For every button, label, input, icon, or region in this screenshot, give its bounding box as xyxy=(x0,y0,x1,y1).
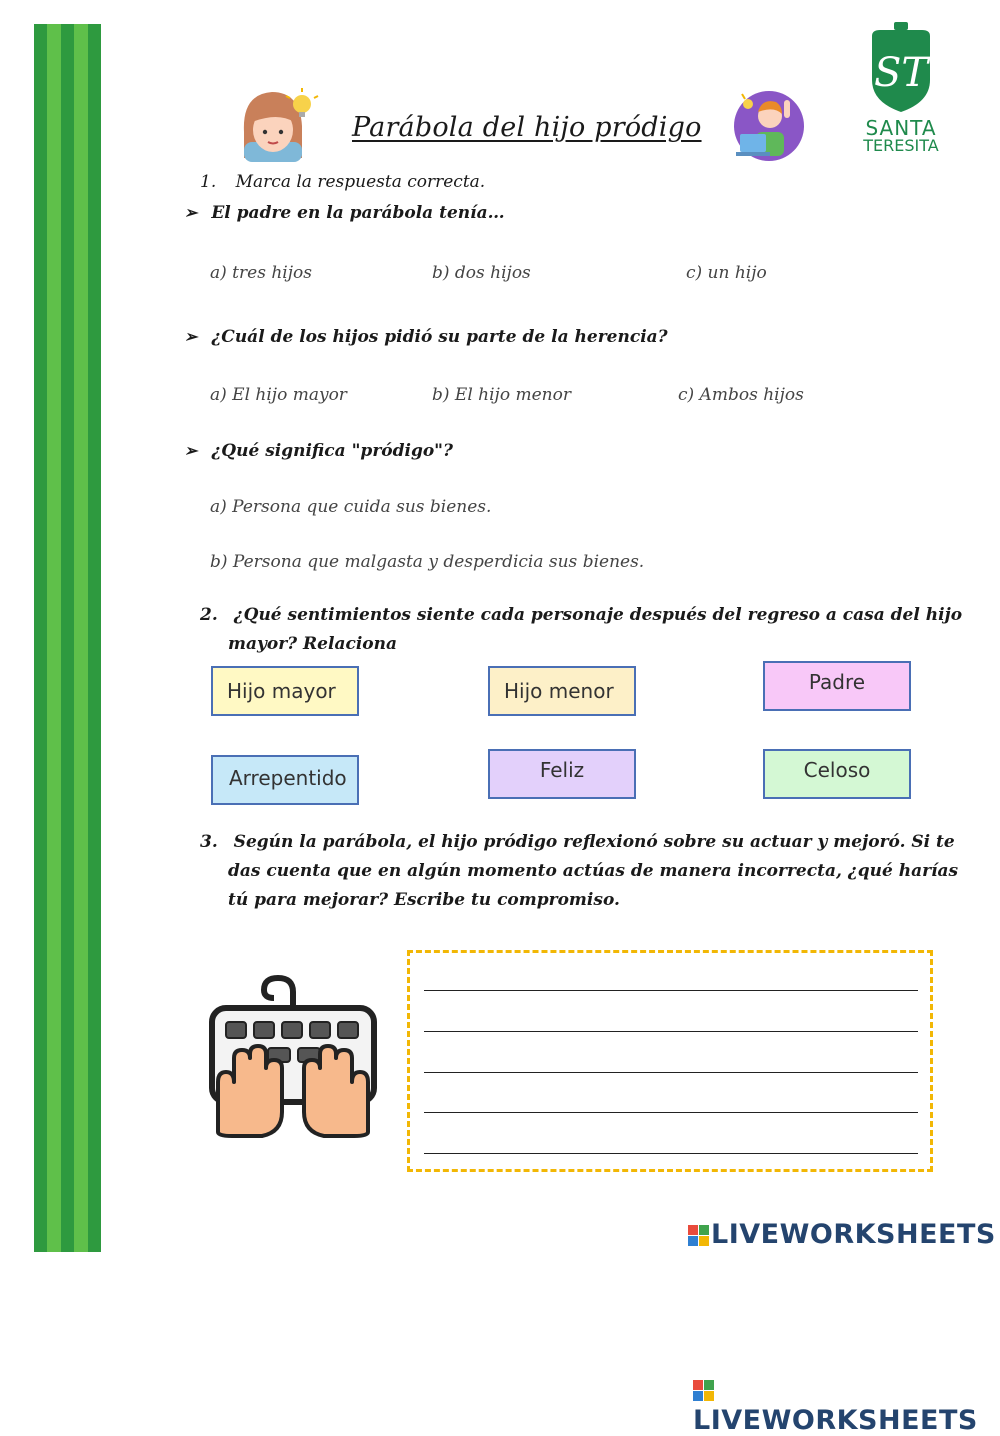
q1-item2-text: ¿Cuál de los hijos pidió su parte de la herencia? xyxy=(211,327,668,347)
q1-item1-option-a[interactable]: a) tres hijos xyxy=(210,263,312,283)
liveworksheets-text: LIVEWORKSHEETS xyxy=(711,1219,996,1250)
q3-prompt-line3: tú para mejorar? Escribe tu compromiso. xyxy=(228,890,620,910)
answer-box[interactable] xyxy=(407,950,933,1172)
page-title: Parábola del hijo pródigo xyxy=(352,112,702,143)
school-shield-logo xyxy=(866,22,936,114)
boy-laptop-icon xyxy=(730,86,808,162)
answer-line[interactable] xyxy=(424,1072,918,1073)
school-name-line2: TERESITA xyxy=(863,136,939,155)
liveworksheets-text: LIVEWORKSHEETS xyxy=(693,1405,978,1436)
feeling-feliz[interactable]: Feliz xyxy=(488,749,636,799)
q1-item1-option-b[interactable]: b) dos hijos xyxy=(432,263,531,283)
q1-item2-option-c[interactable]: c) Ambos hijos xyxy=(678,385,804,405)
arrow-icon: ➢ xyxy=(184,327,198,346)
q3-number: 3. xyxy=(200,832,218,852)
liveworksheets-brand-footer xyxy=(693,1374,1000,1436)
q2-prompt-text: ¿Qué sentimientos siente cada personaje después del regreso a casa del hijo xyxy=(233,605,963,625)
feeling-celoso[interactable]: Celoso xyxy=(763,749,911,799)
q3-prompt-line2: das cuenta que en algún momento actúas de manera incorrecta, ¿qué harías xyxy=(228,861,959,881)
liveworksheets-brand-page xyxy=(688,1219,996,1250)
q1-number: 1. xyxy=(200,172,217,192)
q1-prompt: Marca la respuesta correcta. xyxy=(235,172,486,192)
q3-prompt-text: Según la parábola, el hijo pródigo reflexionó sobre su actuar y mejoró. Si te xyxy=(233,832,955,852)
q1-item3 xyxy=(184,441,453,461)
q1-item1-option-c[interactable]: c) un hijo xyxy=(686,263,767,283)
green-stripes xyxy=(34,24,101,1252)
liveworksheets-logo-icon xyxy=(693,1380,714,1401)
girl-lightbulb-icon xyxy=(238,86,320,162)
character-padre[interactable]: Padre xyxy=(763,661,911,711)
arrow-icon: ➢ xyxy=(184,441,198,460)
character-hijo-mayor[interactable]: Hijo mayor xyxy=(211,666,359,716)
q2-number: 2. xyxy=(200,605,218,625)
q2-prompt-line1 xyxy=(200,605,962,625)
q1-heading xyxy=(200,172,485,192)
school-logo xyxy=(860,22,942,155)
answer-line[interactable] xyxy=(424,1112,918,1113)
q1-item1 xyxy=(184,203,505,223)
q3-prompt-line1 xyxy=(200,832,955,852)
school-name-line1: SANTA xyxy=(865,116,937,140)
q1-item2-option-a[interactable]: a) El hijo mayor xyxy=(210,385,347,405)
q1-item2-option-b[interactable]: b) El hijo menor xyxy=(432,385,571,405)
q1-item3-text: ¿Qué significa "pródigo"? xyxy=(211,441,453,461)
q1-item2 xyxy=(184,327,668,347)
q1-item3-option-a[interactable]: a) Persona que cuida sus bienes. xyxy=(210,497,492,517)
logo-letters: ST xyxy=(873,50,929,96)
q1-item1-text: El padre en la parábola tenía… xyxy=(211,203,505,223)
answer-line[interactable] xyxy=(424,1031,918,1032)
liveworksheets-logo-icon xyxy=(688,1225,709,1246)
answer-line[interactable] xyxy=(424,990,918,991)
arrow-icon: ➢ xyxy=(184,203,198,222)
character-hijo-menor[interactable]: Hijo menor xyxy=(488,666,636,716)
q1-item3-option-b[interactable]: b) Persona que malgasta y desperdicia sus bienes. xyxy=(210,552,645,572)
answer-line[interactable] xyxy=(424,1153,918,1154)
keyboard-typing-icon xyxy=(208,972,378,1142)
feeling-arrepentido[interactable]: Arrepentido xyxy=(211,755,359,805)
q2-prompt-line2: mayor? Relaciona xyxy=(228,634,397,654)
